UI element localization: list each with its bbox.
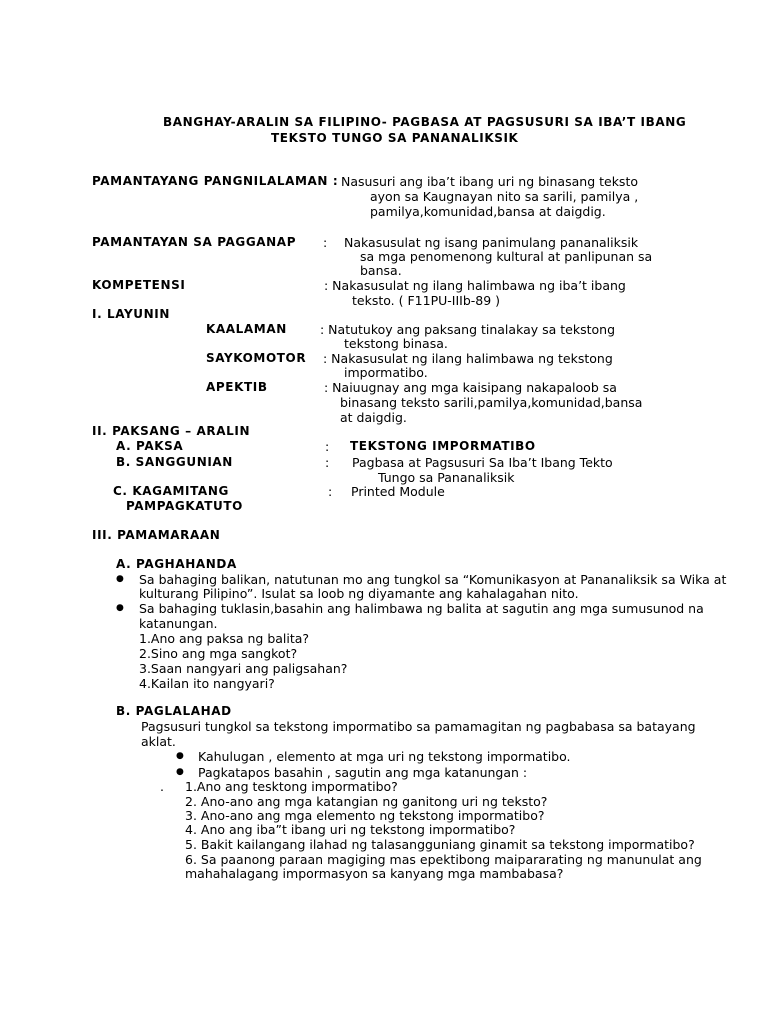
- paksa-value: TEKSTONG IMPORMATIBO: [350, 439, 536, 453]
- paghahanda-question: 3.Saan nangyari ang paligsahan?: [139, 661, 348, 676]
- paghahanda-bullet-1-line-2: kulturang Pilipino”. Isulat sa loob ng diyamante ang kahalagahan nito.: [139, 586, 579, 601]
- apektib-text-3: at daigdig.: [340, 410, 407, 425]
- bullet-icon: ●: [176, 751, 184, 761]
- kompetensi-label: KOMPETENSI: [92, 278, 186, 292]
- paglalahad-question: 1.Ano ang tesktong impormatibo?: [185, 779, 398, 794]
- paglalahad-question: mahahalagang impormasyon sa kanyang mga mambabasa?: [185, 866, 564, 881]
- sanggunian-colon: :: [325, 455, 330, 470]
- paglalahad-bullet-1: Kahulugan , elemento at mga uri ng tekstong impormatibo.: [198, 749, 571, 764]
- pangnilalaman-text-1: Nasusuri ang iba’t ibang uri ng binasang teksto: [341, 174, 638, 189]
- apektib-text-1: : Naiuugnay ang mga kaisipang nakapaloob sa: [324, 380, 617, 395]
- bullet-icon: ●: [116, 603, 124, 613]
- paghahanda-question: 4.Kailan ito nangyari?: [139, 676, 275, 691]
- apektib-text-2: binasang teksto sarili,pamilya,komunidad,bansa: [340, 395, 643, 410]
- saykomotor-label: SAYKOMOTOR: [206, 351, 307, 365]
- kompetensi-text-2: teksto. ( F11PU-IIIb-89 ): [352, 293, 501, 308]
- pagganap-text-1: Nakasusulat ng isang panimulang pananaliksik: [344, 235, 639, 250]
- title-line-1: BANGHAY-ARALIN SA FILIPINO- PAGBASA AT PAGSUSURI SA IBA’T IBANG: [163, 115, 687, 129]
- paglalahad-heading: B. PAGLALAHAD: [116, 704, 232, 718]
- pamamaraan-heading: III. PAMAMARAAN: [92, 528, 221, 542]
- kagamitan-label-2: PAMPAGKATUTO: [126, 499, 243, 513]
- sanggunian-label: B. SANGGUNIAN: [116, 455, 233, 469]
- paksa-colon: :: [325, 439, 330, 454]
- paghahanda-question: 1.Ano ang paksa ng balita?: [139, 631, 310, 646]
- pagganap-text-3: bansa.: [360, 263, 402, 278]
- apektib-label: APEKTIB: [206, 380, 268, 394]
- paglalahad-intro-2: aklat.: [141, 734, 176, 749]
- kagamitan-colon: :: [328, 484, 333, 499]
- kaalaman-label: KAALAMAN: [206, 322, 287, 336]
- paglalahad-question: 5. Bakit kailangang ilahad ng talasangguniang ginamit sa tekstong impormatibo?: [185, 837, 695, 852]
- paglalahad-question: 4. Ano ang iba”t ibang uri ng tekstong impormatibo?: [185, 822, 516, 837]
- sanggunian-text-1: Pagbasa at Pagsusuri Sa Iba’t Ibang Tekto: [352, 455, 613, 470]
- paglalahad-bullet-2: Pagkatapos basahin , sagutin ang mga katanungan :: [198, 765, 528, 780]
- paghahanda-bullet-1-line-1: Sa bahaging balikan, natutunan mo ang tungkol sa “Komunikasyon at Pananaliksik sa Wika at: [139, 572, 727, 587]
- sanggunian-text-2: Tungo sa Pananaliksik: [378, 470, 515, 485]
- paghahanda-bullet-2-line-1: Sa bahaging tuklasin,basahin ang halimbawa ng balita at sagutin ang mga sumusunod na: [139, 601, 704, 616]
- paglalahad-question: 6. Sa paanong paraan magiging mas epektibong maipararating ng manunulat ang: [185, 852, 702, 867]
- title-line-2: TEKSTO TUNGO SA PANANALIKSIK: [271, 131, 519, 145]
- kaalaman-text-1: : Natutukoy ang paksang tinalakay sa tekstong: [320, 322, 616, 337]
- bullet-icon: ●: [176, 767, 184, 777]
- paksang-aralin-heading: II. PAKSANG – ARALIN: [92, 424, 251, 438]
- pangnilalaman-text-3: pamilya,komunidad,bansa at daigdig.: [370, 204, 606, 219]
- paghahanda-question: 2.Sino ang mga sangkot?: [139, 646, 298, 661]
- paglalahad-intro-1: Pagsusuri tungkol sa tekstong impormatibo sa pamamagitan ng pagbabasa sa batayang: [141, 719, 696, 734]
- bullet-icon: ●: [116, 574, 124, 584]
- layunin-heading: I. LAYUNIN: [92, 307, 170, 321]
- pamantayan-sa-pagganap-label: PAMANTAYAN SA PAGGANAP: [92, 235, 297, 249]
- saykomotor-text-1: : Nakasusulat ng ilang halimbawa ng tekstong: [323, 351, 613, 366]
- kaalaman-text-2: tekstong binasa.: [344, 336, 448, 351]
- pagganap-text-2: sa mga penomenong kultural at panlipunan sa: [360, 249, 653, 264]
- paglalahad-question: 3. Ano-ano ang mga elemento ng tekstong impormatibo?: [185, 808, 545, 823]
- paglalahad-question: 2. Ano-ano ang mga katangian ng ganitong uri ng teksto?: [185, 794, 548, 809]
- kagamitan-label-1: C. KAGAMITANG: [113, 484, 229, 498]
- kompetensi-text-1: : Nakasusulat ng ilang halimbawa ng iba’t ibang: [324, 278, 626, 293]
- kagamitan-value: Printed Module: [351, 484, 445, 499]
- paksa-label: A. PAKSA: [116, 439, 184, 453]
- paghahanda-heading: A. PAGHAHANDA: [116, 557, 237, 571]
- stray-dot: .: [160, 779, 164, 794]
- paghahanda-bullet-2-line-2: katanungan.: [139, 616, 218, 631]
- saykomotor-text-2: impormatibo.: [344, 365, 428, 380]
- pamantayang-pangnilalaman-label: PAMANTAYANG PANGNILALAMAN :: [92, 174, 339, 188]
- pagganap-colon: :: [323, 235, 328, 250]
- pangnilalaman-text-2: ayon sa Kaugnayan nito sa sarili, pamilya ,: [370, 189, 639, 204]
